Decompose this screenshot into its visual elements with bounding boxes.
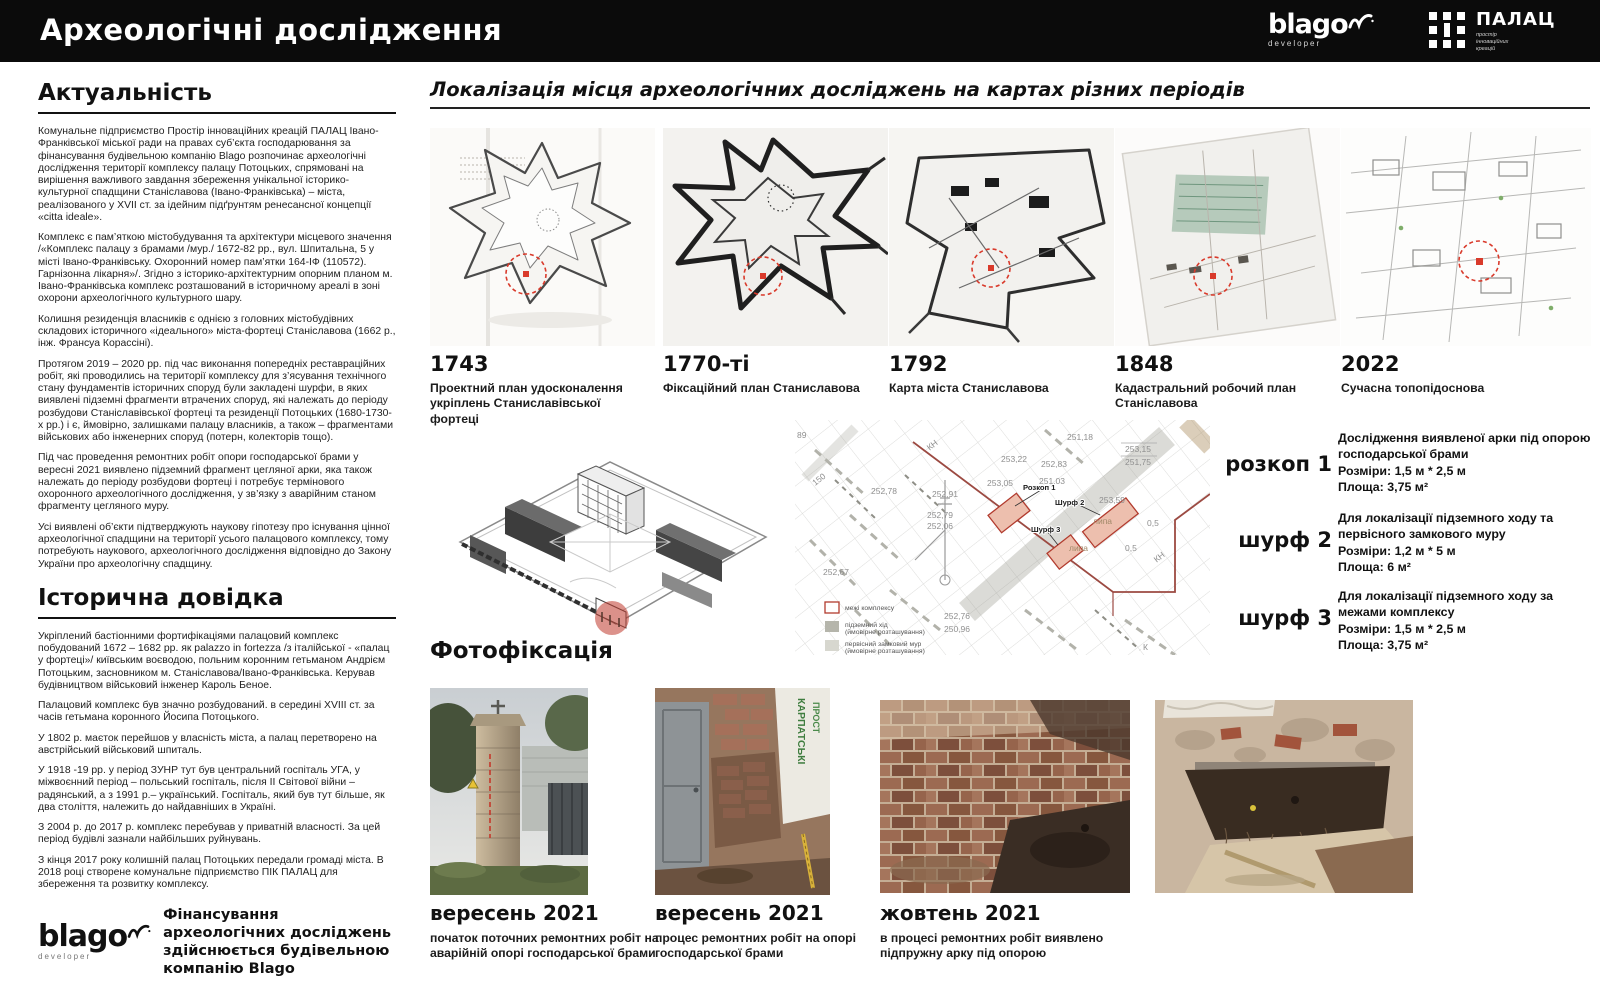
elevation-label: 253,22: [1001, 454, 1027, 464]
palac-frame-icon: [1428, 11, 1466, 49]
entry-area: Площа: 3,75 м²: [1338, 638, 1429, 653]
fortress-plan-1743: [430, 128, 655, 346]
legend-wall-note: (ймовірне розташування): [845, 648, 925, 655]
entry-desc-text: Для локалізації підземного ходу за межами комплексу: [1338, 589, 1554, 620]
legend-wall-label: первісний замковий мур: [845, 641, 922, 648]
entry-size: Розміри: 1,2 м * 5 м: [1338, 543, 1456, 558]
map-caption: Кадастральний робочий план Станіславова: [1115, 381, 1297, 411]
map-caption: Сучасна топопідоснова: [1341, 381, 1485, 395]
palac-logo-text: ПАЛАЦ: [1476, 9, 1556, 30]
map-year: 2022: [1341, 352, 1400, 376]
palac-sub-1: простір: [1476, 32, 1497, 38]
palac-sub-3: креацій: [1476, 46, 1496, 52]
paragraph: У 1802 р. маєток перейшов у власність міста, а палац перетворено на австрійський військовий шпиталь.: [38, 732, 377, 756]
map-year: 1770-ті: [663, 352, 750, 376]
section-title-history: Історична довідка: [38, 584, 284, 611]
photo3-svg: [880, 700, 1130, 893]
elevation-label: 251,75: [1125, 457, 1151, 467]
excavation-site-map: [795, 420, 1210, 655]
fortress-plan-1770s: [663, 128, 888, 346]
entry-size: Розміри: 1,5 м * 2,5 м: [1338, 463, 1466, 478]
elevation-label: 252,83: [1041, 459, 1067, 469]
kn-label: К: [1143, 642, 1148, 652]
paragraph: Колишня резиденція власників є однією з головних містобудівних складових історичного «ідеального» міста-фортеці Станіславова (1662 р., інж. Франсуа Корассіні).: [38, 313, 396, 350]
map-year: 1848: [1115, 352, 1174, 376]
blago-bird-icon: [1348, 12, 1374, 32]
map-1770s: [663, 128, 888, 346]
entry-desc-text: Дослідження виявленої арки під опорою господарської брами: [1338, 431, 1591, 462]
left-column: [38, 80, 396, 978]
photo4-svg: [1155, 700, 1413, 893]
paragraph: Протягом 2019 – 2020 рр. під час виконання попередніх реставраційних робіт, які проводились на території комплексу для з’ясування технічного стану фундаментів історичних споруд були закладені шурфи, в яких виявлені підземні фрагменти втрачених споруд, які належать до періоду розбудови Станіславівської фортеці та резиденції Потоцьких (1680-1730-х рр.) і є, ймовірно, залишками палацу власників, а також – фрагментами військових або інженерних споруд (потерн, колекторів тощо).: [38, 358, 394, 444]
entry-desc-rozkop1: [1338, 430, 1596, 496]
photo-date: вересень 2021: [430, 901, 599, 925]
elevation-label: 252,78: [871, 486, 897, 496]
city-map-1792: [889, 128, 1114, 346]
elevation-label: 250,96: [944, 624, 970, 634]
tree-label: липа: [1093, 516, 1113, 526]
isometric-complex-drawing: [430, 422, 792, 648]
tree-label: липа: [1069, 543, 1089, 553]
photo-caption: процес ремонтних робіт на опорі господарської брами: [655, 931, 856, 961]
entry-desc-shurf3: [1338, 588, 1596, 654]
elevation-label: 252,79: [927, 510, 953, 520]
blago-logo-text: blago: [38, 918, 128, 954]
palac-sub-2: інноваційних: [1476, 39, 1509, 45]
financing-text: Фінансування археологічних досліджень здійснюється будівельною компанію Blago: [163, 906, 392, 977]
rule: [38, 112, 396, 114]
blago-bird-icon: [127, 923, 151, 941]
pit-label-shurf2: Шурф 2: [1055, 498, 1085, 507]
map-1848: [1115, 128, 1340, 346]
legend-passage-note: (ймовірне розташування): [845, 629, 925, 636]
header-bar: [0, 0, 1600, 62]
photo-date: вересень 2021: [655, 901, 824, 925]
section-title-relevance: Актуальність: [38, 80, 212, 106]
blago-logo-subtext: developer: [1268, 39, 1322, 48]
legend-boundary-label: межі комплексу: [845, 605, 895, 612]
pit-label-rozkop1: Розкоп 1: [1023, 483, 1056, 492]
photo-september-wall: [655, 688, 830, 900]
entry-area: Площа: 3,75 м²: [1338, 480, 1429, 495]
financing-note: [38, 906, 396, 979]
elevation-label: 252,67: [823, 567, 849, 577]
entry-name-rozkop1: розкоп 1: [1225, 452, 1332, 476]
entry-desc-shurf2: [1338, 510, 1596, 576]
blago-logo-black: [38, 918, 151, 961]
elevation-label: 252,76: [944, 611, 970, 621]
elevation-label: 253,05: [987, 478, 1013, 488]
map-caption: Проектний план удосконалення укріплень Станиславівської фортеці: [430, 381, 623, 426]
map-1792: [889, 128, 1114, 346]
paragraph: Палацовий комплекс був значно розбудований. в середині XVIII ст. за часів гетьмана коронного Йосипа Потоцького.: [38, 700, 375, 724]
entry-size: Розміри: 1,5 м * 2,5 м: [1338, 621, 1466, 636]
maps-section-title: Локалізація місця археологічних досліджень на картах різних періодів: [430, 78, 1245, 101]
map-2022: [1341, 128, 1591, 346]
elevation-label: 253,59: [1099, 495, 1125, 505]
entry-area: Площа: 6 м²: [1338, 560, 1411, 575]
map-year: 1792: [889, 352, 948, 376]
entry-name-shurf3: шурф 3: [1238, 606, 1332, 630]
paragraph: Усі виявлені об’єкти підтверджують наукову гіпотезу про існування цінної археологічної спадщини на території усього палацового комплексу, тому потребують наукового, археологічного дослідження відповідно до Закону України про археологічну спадщину.: [38, 521, 392, 570]
entry-desc-text: Для локалізації підземного ходу та первісного замкового муру: [1338, 511, 1554, 542]
photo-september-pillar: [430, 688, 588, 900]
paragraph: У 1918 -19 рр. у період ЗУНР тут був центральний госпіталь УГА, у міжвоєнний період – польський госпіталь, після ІІ Світової війни – радянський, а з 1991 р.– український. Госпіталь, який був тут більше, як два століття, належить до найдавніших в Україні.: [38, 765, 385, 813]
kn-label: КН: [1151, 549, 1167, 565]
rule: [430, 107, 1590, 109]
elevation-label: 252,06: [927, 521, 953, 531]
paragraph: Комплекс є пам’яткою містобудування та архітектури місцевого значення /«Комплекс палацу з брамами /мур./ 1672-82 рр., вул. Шпитальна, 5 у місті Івано-Франківську. Охоронний номер пам’ятки 164-ІФ (110572). Гарнізонна лікарня»/. Згідно з історико-архітектурним опорним планом м. Івано-Франківська комплекс розташований в історичному ареалі в зоні охорони археологічного культурного шару.: [38, 232, 393, 305]
depth-label: 0,5: [1125, 543, 1137, 553]
isometric-svg: [430, 422, 792, 648]
elevation-label: 89: [797, 430, 807, 440]
excavation-svg: [795, 420, 1210, 655]
paragraph: Комунальне підприємство Простір інноваційних креацій ПАЛАЦ Івано-Франківської міської ради на правах суб’єкта господарювання за фінансування будівельною компанію Blago розпочинає археологічні дослідження території комплексу палацу Потоцьких, спрямовані на вирішення важливого завдання збереження унікальної історико-культурної спадщини Станіславова (Івано-Франківська) – міста, реалізованого у XVII ст. за ідейним підґрунтям ренесансної концепції «citta ideale».: [38, 126, 379, 223]
photo-october-bricks: [880, 700, 1130, 898]
page-title: Археологічні дослідження: [40, 13, 503, 47]
photo-caption: початок поточних ремонтних робіт на аварійній опорі господарської брами: [430, 931, 659, 961]
entry-name-shurf2: шурф 2: [1238, 528, 1332, 552]
photo-date: жовтень 2021: [880, 901, 1041, 925]
photo-caption: в процесі ремонтних робіт виявлено підпружну арку під опорою: [880, 931, 1104, 961]
elevation-label: 251,03: [1039, 476, 1065, 486]
rule: [38, 617, 396, 619]
map-year: 1743: [430, 352, 489, 376]
road-label: 150: [810, 470, 828, 488]
cadastral-plan-1848: [1115, 128, 1340, 346]
pit-label-shurf3: Шурф 3: [1031, 525, 1061, 534]
legend-passage-label: підземний хід: [845, 622, 888, 629]
depth-label: 0,5: [1147, 518, 1159, 528]
elevation-label: 253,15: [1125, 444, 1151, 454]
banner-text-1: КАРПАТСЬКІ: [795, 698, 807, 765]
photos-section-title: Фотофіксація: [430, 638, 613, 664]
blago-logo: [1268, 9, 1374, 48]
photo-october-arch: [1155, 700, 1413, 898]
map-caption: Карта міста Станиславова: [889, 381, 1049, 395]
paragraph: Укріплений бастіонними фортифікаціями палацовий комплекс побудований 1672 – 1682 рр. як palazzo in fortezza /з італійської - «палац у фортеці»/ київським воєводою, польним коронним гетьманом Андрієм Потоцьким, засновником м. Станіславова/Івано-Франківська. Керував будівництвом військовий інженер Кароль Беное.: [38, 630, 390, 691]
blago-logo-subtext: developer: [38, 951, 92, 961]
photo2-svg: [655, 688, 830, 895]
kn-label: КН: [924, 437, 940, 453]
map-caption: Фіксаційний план Станиславова: [663, 381, 860, 395]
elevation-label: 251,18: [1067, 432, 1093, 442]
banner-text-2: ПРОСТ: [811, 702, 821, 734]
elevation-label: 252,91: [932, 489, 958, 499]
paragraph: Під час проведення ремонтних робіт опори господарської брами у вересні 2021 виявлено підземний фрагмент цегляної арки, яка також належать до періоду розбудови фортеці і потребує термінового охоронного археологічного дослідження, у зв’язку з аварійним станом фрагменту цегляного муру.: [38, 452, 376, 513]
blago-logo-text: blago: [1268, 9, 1348, 40]
palac-logo: [1428, 11, 1556, 53]
photo1-svg: [430, 688, 588, 895]
topo-map-2022: [1341, 128, 1591, 346]
paragraph: З 2004 р. до 2017 р. комплекс перебував у приватній власності. За цей період будівлі зазнали найбільших руйнувань.: [38, 822, 381, 846]
map-1743: [430, 128, 655, 346]
paragraph: З кінця 2017 року колишній палац Потоцьких передали громаді міста. В 2018 році створене комунальне підприємство ПІК ПАЛАЦ для збереження та розвитку комплексу.: [38, 854, 384, 891]
